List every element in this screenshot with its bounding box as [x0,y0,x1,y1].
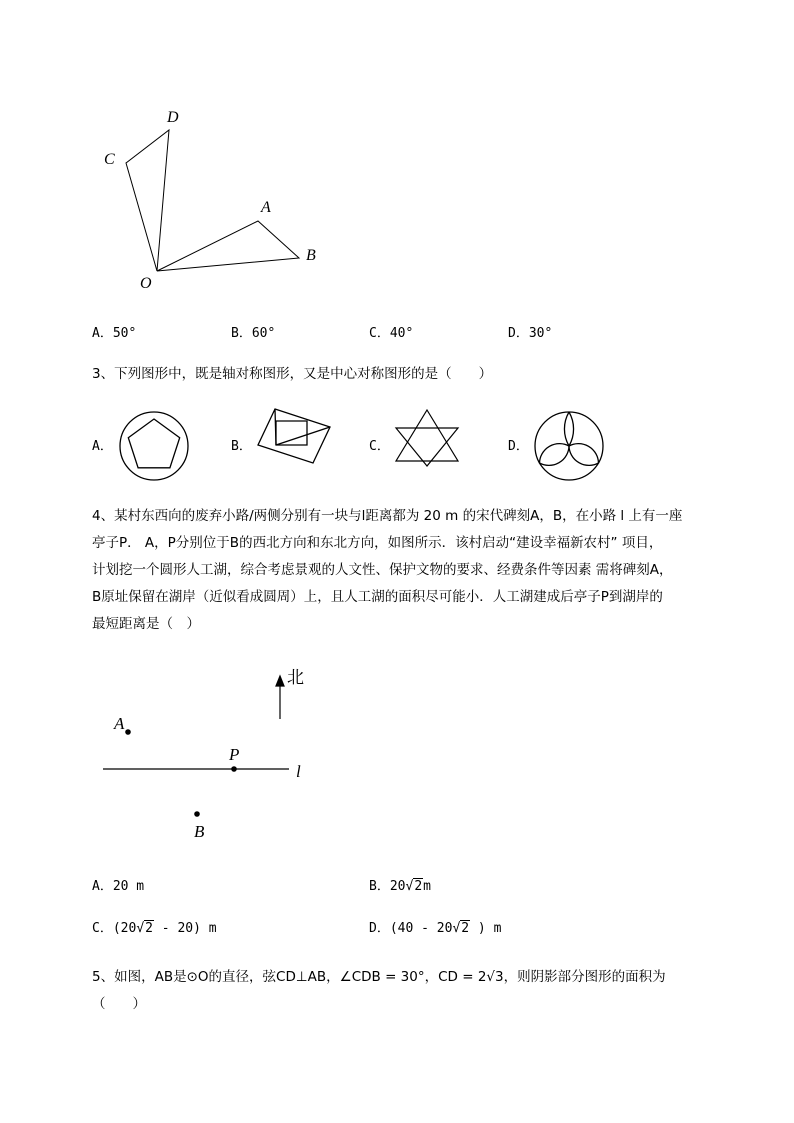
q2-option-d[interactable]: D．30° [508,326,553,341]
sqrt-2-b: √2 [405,879,423,894]
q4-option-d-pre: D．(40 - 20 [369,921,453,936]
q3-option-c-label[interactable]: C． [369,439,390,454]
q4-option-d[interactable] [369,922,501,935]
q4-stem-line-3: 计划挖一个圆形人工湖，综合考虑景观的人文性、保护文物的要求、经费条件等因素 需将碑刻A， [92,562,673,578]
q2-label-c: C [104,151,115,168]
point-a [126,730,130,734]
q2-option-b[interactable]: B．60° [231,326,276,341]
q2-angle-figure [0,0,794,320]
q2-option-c[interactable]: C．40° [369,326,414,341]
point-b [195,812,199,816]
q3-option-b-label[interactable]: B． [231,439,252,454]
sqrt-2-d: √2 [452,921,470,936]
square-triangle-icon [256,408,332,466]
q4-label-a: A [114,714,125,733]
q4-option-c-pre: C．(20 [92,921,137,936]
sqrt-2-c-radicand: 2 [145,921,153,936]
q3-option-a-label[interactable]: A． [92,439,113,454]
sqrt-2-c: √2 [136,921,153,936]
q4-option-b[interactable] [369,880,431,893]
point-p [232,767,236,771]
circle-three-arcs-icon [533,410,605,482]
q5-stem [92,964,742,1018]
q4-option-c[interactable] [92,922,217,935]
triangle-oab [157,221,299,271]
q4-option-d-post: ) m [470,921,502,936]
q2-label-b: B [306,247,316,264]
hexagram-icon [394,408,462,468]
q4-option-b-pre: B．20 [369,879,406,894]
q4-stem-line-4: B原址保留在湖岸（近似看成圆周）上，且人工湖的面积尽可能小．人工湖建成后亭子P到湖岸的 [92,589,663,605]
q2-label-o: O [140,275,152,292]
q4-option-c-post: - 20) m [153,921,217,936]
q4-label-p: P [229,745,240,764]
q4-map-figure [0,640,794,850]
q4-stem-line-2: 亭子P． A，P分别位于B的西北方向和东北方向，如图所示．该村启动“建设幸福新农村” 项目， [92,535,663,551]
q5-stem-line-1: 5、如图，AB是⊙O的直径，弦CD⊥AB，∠CDB = 30°，CD = 2√3，则阴影部分图形的面积为 [92,969,666,985]
q2-label-d: D [167,109,179,126]
q4-label-l: l [296,762,301,781]
q4-stem-line-1: 4、某村东西向的废弃小路/两侧分别有一块与l距离都为 20 m 的宋代碑刻A，B，在小路 l 上有一座 [92,508,683,524]
q4-label-b: B [194,822,205,841]
q4-option-b-post: m [423,879,431,894]
sqrt-2-d-radicand: 2 [461,921,470,936]
sqrt-2-b-radicand: 2 [414,879,423,894]
triangle-ocd [126,130,169,271]
q4-stem-line-5: 最短距离是（ ） [92,616,200,632]
circle-pentagon-icon [118,410,190,482]
q2-label-a: A [261,199,271,216]
q2-option-a[interactable]: A．50° [92,326,137,341]
q3-option-d-label[interactable]: D． [508,439,529,454]
q3-stem: 3、下列图形中，既是轴对称图形，又是中心对称图形的是（ ） [92,366,493,382]
q4-option-a[interactable]: A．20 m [92,879,145,894]
q4-stem [92,503,742,638]
north-arrowhead-icon [276,676,284,686]
north-label: 北 [287,668,304,688]
q5-stem-line-2: （ ） [92,996,146,1012]
